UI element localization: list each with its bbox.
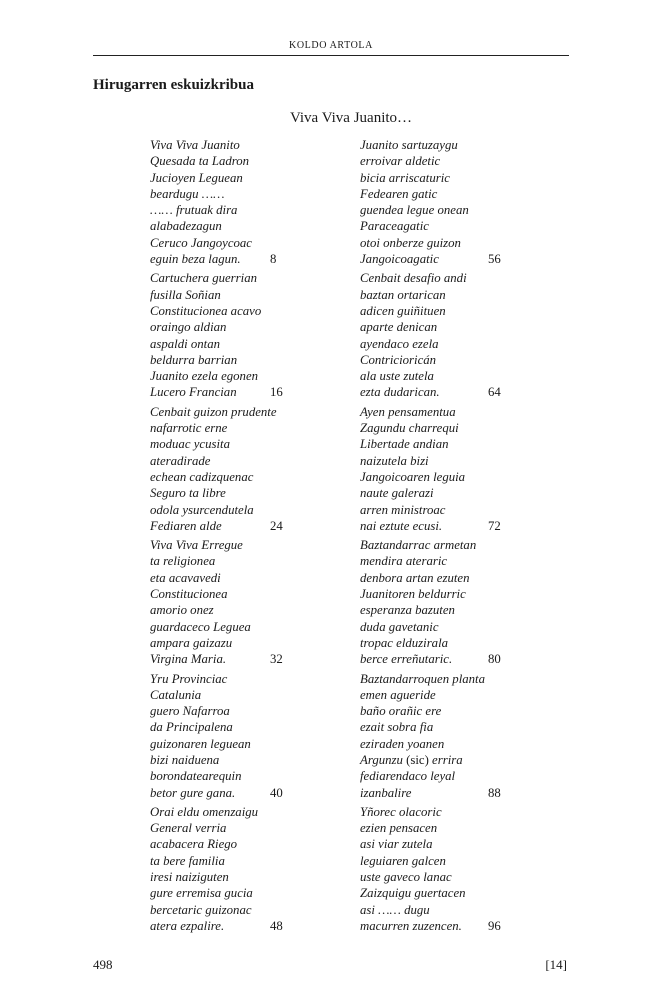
verse-line: borondatearequin xyxy=(150,769,242,784)
verse-line: bercetaric guizonac xyxy=(150,902,252,917)
verse-line: asi viar zutela xyxy=(360,837,433,852)
verse-line: beardugu …… xyxy=(150,186,225,201)
verse-line: Cenbait guizon prudente xyxy=(150,404,277,419)
verse-line: guizonaren leguean xyxy=(150,736,251,751)
verse-line: nafarrotic erne xyxy=(150,421,228,436)
verse-line: Argunzu (sic) errira xyxy=(360,752,463,767)
verse-line: tropac elduzirala xyxy=(360,635,449,650)
line-number: 8 xyxy=(270,252,277,267)
verse-line: guardaceco Leguea xyxy=(150,619,251,634)
folio-reference: [14] xyxy=(545,957,567,972)
verse-line: ezait sobra fia xyxy=(360,720,434,735)
line-number: 88 xyxy=(488,785,501,800)
line-number: 80 xyxy=(488,652,501,667)
line-number: 64 xyxy=(488,385,501,400)
verse-line: Orai eldu omenzaigu xyxy=(150,804,259,819)
stanza xyxy=(150,804,325,934)
verse-line: Baztandarroquen planta xyxy=(360,671,486,686)
verse-line: Quesada ta Ladron xyxy=(150,154,250,169)
verse-line: oraingo aldian xyxy=(150,320,227,335)
verse-line: Yñorec olacoric xyxy=(360,804,442,819)
verse-line: ta religionea xyxy=(150,554,216,569)
verse-line: …… frutuak dira xyxy=(150,203,238,218)
verse-line: ateradirade xyxy=(150,453,211,468)
verse-line: Paraceagatic xyxy=(360,219,429,234)
verse-line: da Principalena xyxy=(150,720,233,735)
verse-line: ezta dudarican. xyxy=(360,385,440,400)
verse-line: General verria xyxy=(150,821,227,836)
stanza xyxy=(150,270,325,400)
verse-line: amorio onez xyxy=(150,603,214,618)
verse-line: Seguro ta libre xyxy=(150,486,226,501)
verse-line: Virgina Maria. xyxy=(150,652,227,667)
verse-line: izanbalire xyxy=(360,785,412,800)
verse-line: Juanito sartuzaygu xyxy=(360,138,458,152)
verse-line: mendira ateraric xyxy=(360,554,448,569)
header-rule xyxy=(93,55,569,56)
verse-line: Baztandarrac armetan xyxy=(360,538,477,553)
verse-line: Juanito ezela egonen xyxy=(150,369,259,384)
verse-line: nai eztute ecusi. xyxy=(360,518,443,533)
line-number: 24 xyxy=(270,518,283,533)
line-number: 56 xyxy=(488,252,501,267)
stanza xyxy=(360,404,535,534)
verse-line: fusilla Soñian xyxy=(150,287,221,302)
stanza xyxy=(360,537,535,667)
verse-line: fediarendaco leyal xyxy=(360,769,456,784)
stanza xyxy=(360,671,535,801)
verse-line: otoi onberze guizon xyxy=(360,235,461,250)
verse-line: Constitucionea acavo xyxy=(150,303,262,318)
verse-line: Libertade andian xyxy=(360,437,449,452)
verse-line: eta acavavedi xyxy=(150,570,221,585)
verse-line: Viva Viva Juanito xyxy=(150,138,240,152)
verse-line: Jangoicoagatic xyxy=(360,252,439,267)
section-title: Hirugarren eskuizkribua xyxy=(93,77,254,93)
verse-line: betor gure gana. xyxy=(150,785,236,800)
stanza xyxy=(150,537,325,667)
verse-line: guero Nafarroa xyxy=(150,704,230,719)
verse-line: naute galerazi xyxy=(360,486,434,501)
line-number: 32 xyxy=(270,652,283,667)
verse-line: bicia arriscaturic xyxy=(360,170,450,185)
verse-line: Cartuchera guerrian xyxy=(150,271,257,286)
verse-line: Yru Provinciac xyxy=(150,671,228,686)
poem-title: Viva Viva Juanito… xyxy=(289,110,413,126)
verse-line: ala uste zutela xyxy=(360,369,434,384)
verse-line: acabacera Riego xyxy=(150,837,238,852)
verse-line: Cenbait desafio andi xyxy=(360,271,467,286)
right-column xyxy=(360,137,535,937)
verse-line: Viva Viva Erregue xyxy=(150,538,243,553)
verse-line: Fediaren alde xyxy=(150,518,222,533)
line-number: 16 xyxy=(270,385,283,400)
verse-line: denbora artan ezuten xyxy=(360,570,470,585)
verse-line: macurren zuzencen. xyxy=(360,918,462,933)
verse-line: berce erreñutaric. xyxy=(360,652,453,667)
verse-line: moduac ycusita xyxy=(150,437,230,452)
verse-line: Fedearen gatic xyxy=(360,186,438,201)
verse-line: Zaizquigu guertacen xyxy=(360,886,466,901)
verse-line: Catalunia xyxy=(150,687,202,702)
verse-line: baño orañic ere xyxy=(360,704,442,719)
verse-line: eguin beza lagun. xyxy=(150,252,241,267)
line-number: 72 xyxy=(488,518,501,533)
stanza xyxy=(360,270,535,400)
page-number: 498 xyxy=(93,957,113,972)
stanza xyxy=(150,671,325,801)
verse-line: Jangoicoaren leguia xyxy=(360,469,466,484)
stanza xyxy=(360,137,535,267)
verse-line: adicen guiñituen xyxy=(360,303,446,318)
verse-line: Constitucionea xyxy=(150,587,228,602)
verse-line: Lucero Francian xyxy=(150,385,237,400)
verse-line: ayendaco ezela xyxy=(360,336,439,351)
verse-line: guendea legue onean xyxy=(360,203,469,218)
verse-line: ezien pensacen xyxy=(360,821,438,836)
verse-line: Contricioricán xyxy=(360,352,437,367)
verse-line: emen agueride xyxy=(360,687,436,702)
line-number: 48 xyxy=(270,918,283,933)
verse-line: atera ezpalire. xyxy=(150,918,225,933)
verse-line: erroivar aldetic xyxy=(360,154,441,169)
verse-line: baztan ortarican xyxy=(360,287,446,302)
verse-line: ampara gaizazu xyxy=(150,635,233,650)
verse-line: Ceruco Jangoycoac xyxy=(150,235,252,250)
verse-line: Juanitoren beldurric xyxy=(360,587,466,602)
stanza xyxy=(150,137,325,267)
verse-line: gure erremisa gucia xyxy=(150,886,253,901)
line-number: 96 xyxy=(488,918,501,933)
stanza xyxy=(360,804,535,934)
verse-line: alabadezagun xyxy=(150,219,222,234)
verse-line: odola ysurcendutela xyxy=(150,502,254,517)
verse-line: echean cadizquenac xyxy=(150,469,254,484)
verse-line: duda gavetanic xyxy=(360,619,439,634)
verse-line: ta bere familia xyxy=(150,853,225,868)
verse-line: bizi naiduena xyxy=(150,752,220,767)
verse-line: beldurra barrian xyxy=(150,352,238,367)
verse-line: eziraden yoanen xyxy=(360,736,445,751)
verse-line: Jucioyen Leguean xyxy=(150,170,243,185)
line-number: 40 xyxy=(270,785,283,800)
verse-line: arren ministroac xyxy=(360,502,446,517)
verse-line: aspaldi ontan xyxy=(150,336,221,351)
verse-line: Zagundu charrequi xyxy=(360,421,459,436)
stanza xyxy=(150,404,325,534)
verse-line: asi …… dugu xyxy=(360,902,430,917)
running-head: KOLDO ARTOLA xyxy=(289,40,373,51)
verse-line: Ayen pensamentua xyxy=(360,404,456,419)
verse-line: aparte denican xyxy=(360,320,438,335)
verse-line: naizutela bizi xyxy=(360,453,429,468)
verse-line: iresi naiziguten xyxy=(150,870,229,885)
verse-line: leguiaren galcen xyxy=(360,853,446,868)
verse-line: esperanza bazuten xyxy=(360,603,455,618)
verse-line: uste gaveco lanac xyxy=(360,870,452,885)
left-column xyxy=(150,137,325,937)
